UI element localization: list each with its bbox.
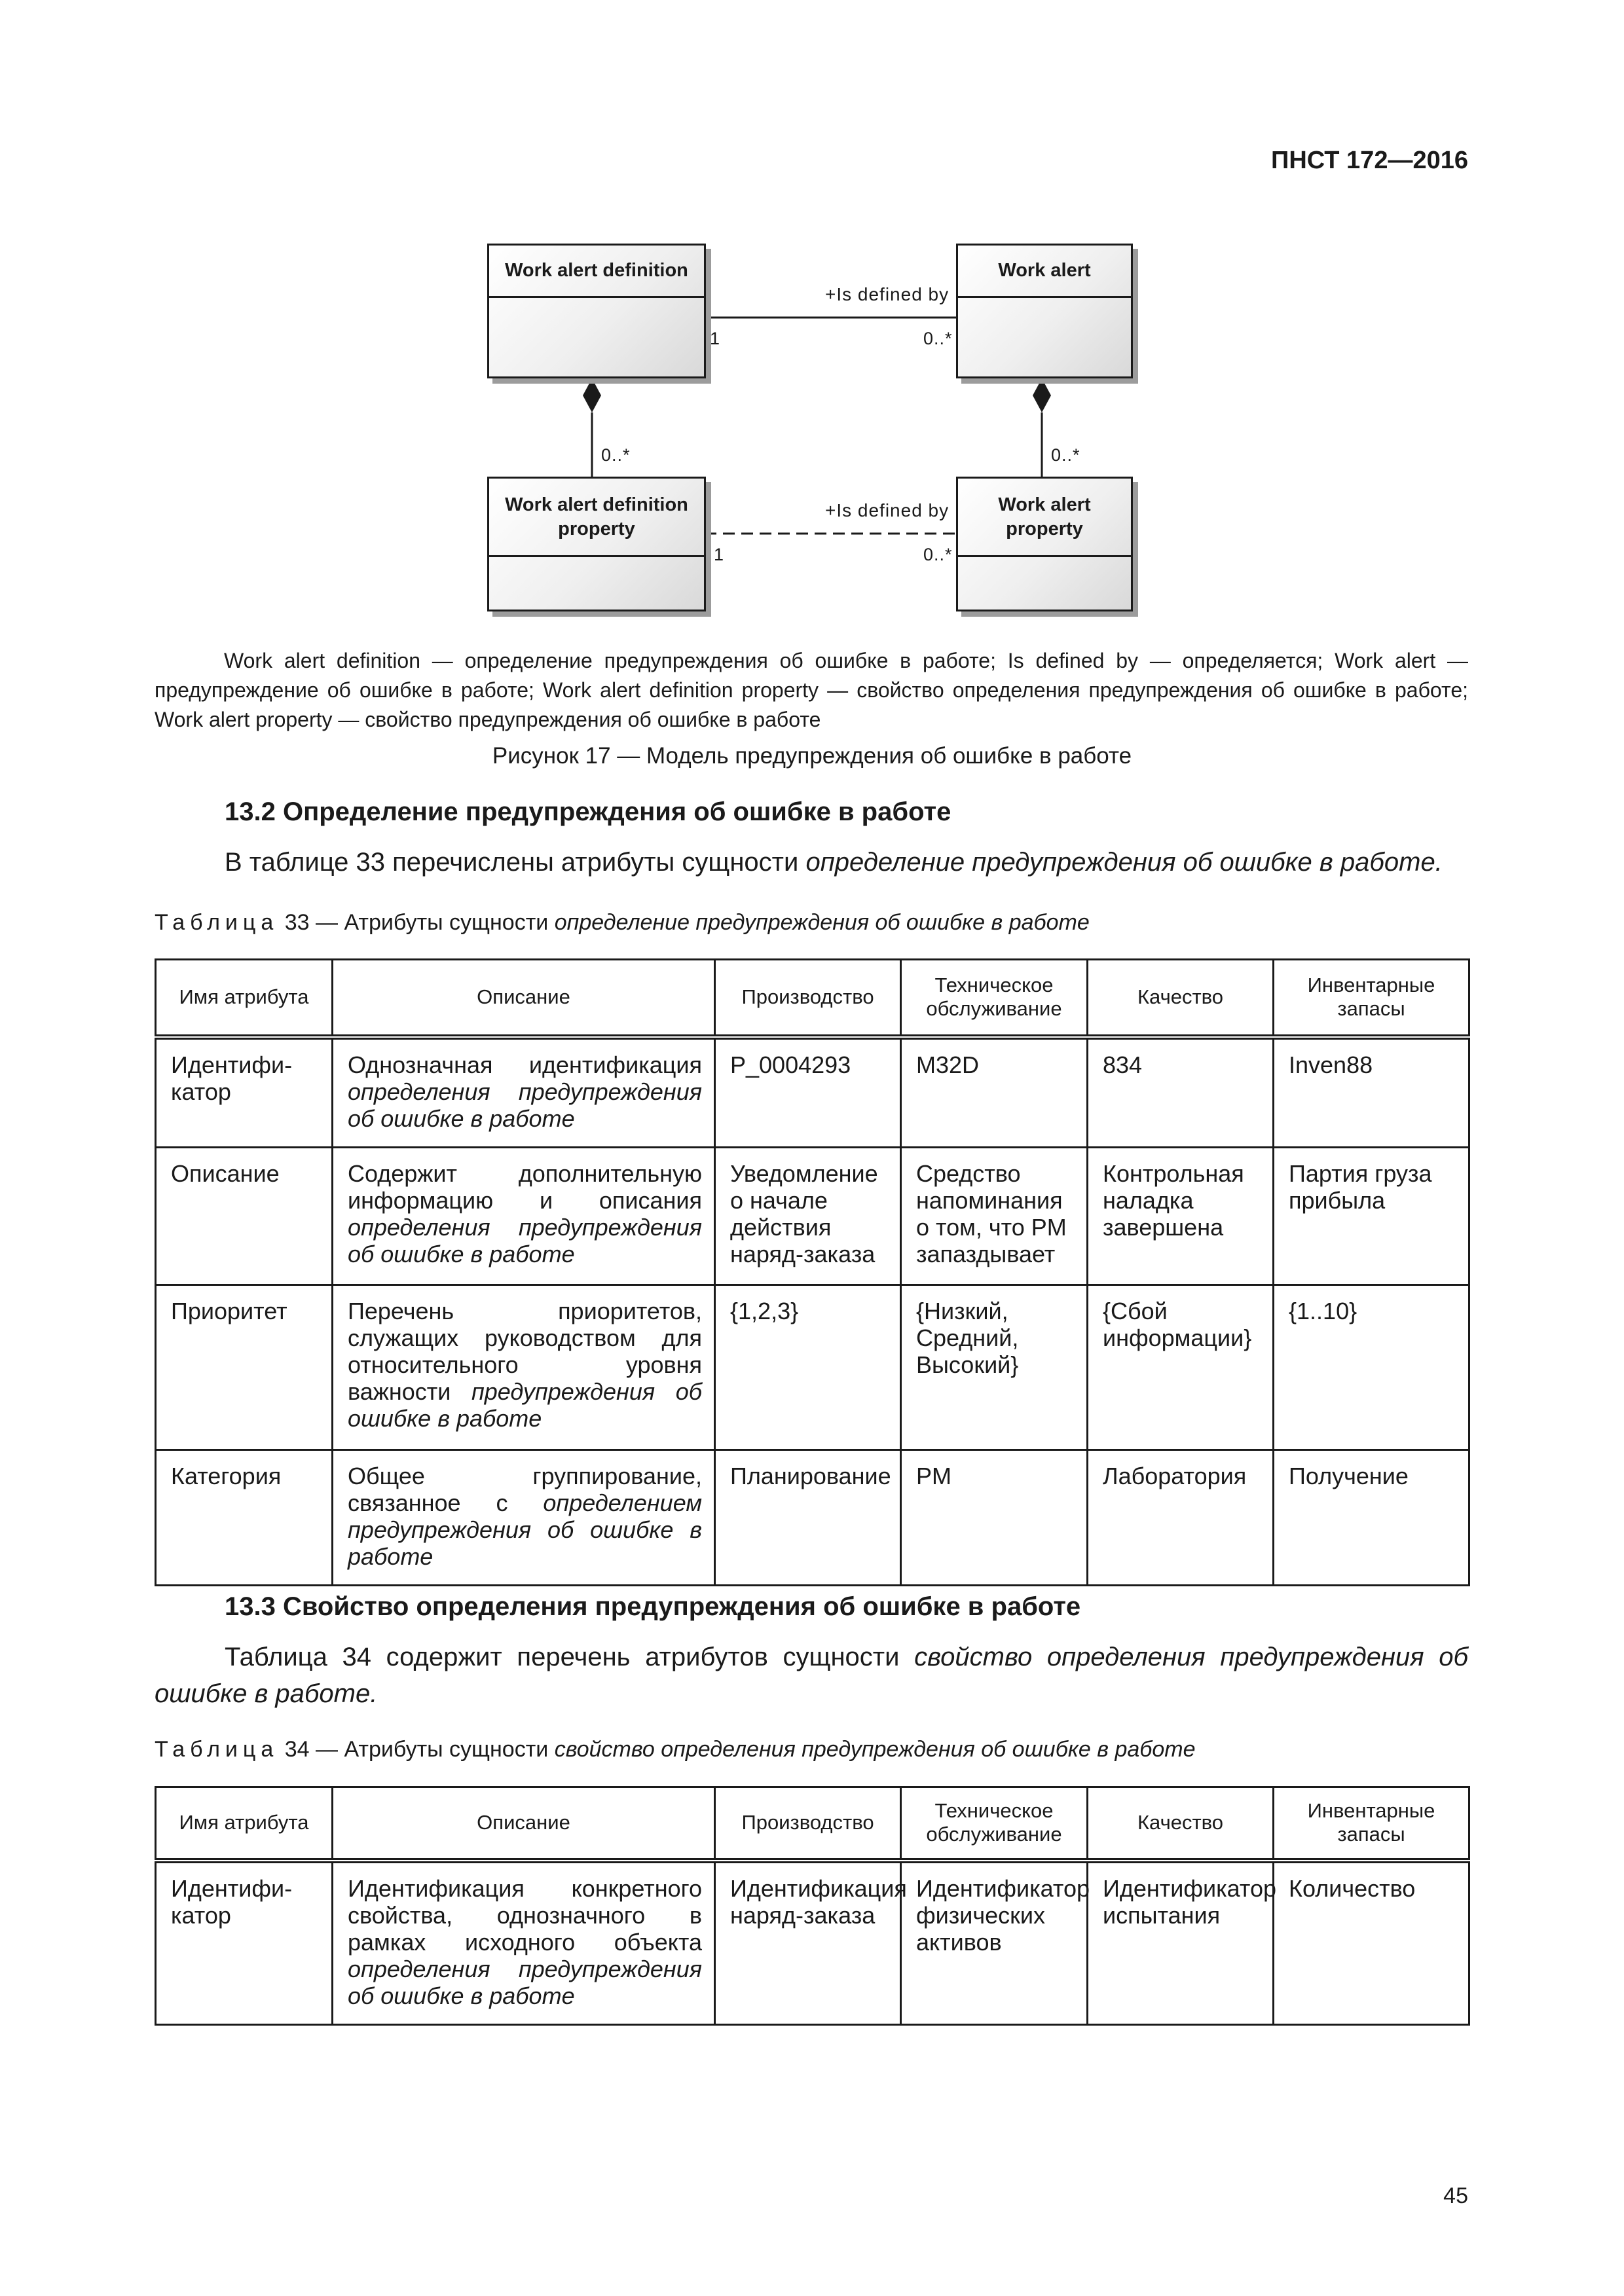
caption-label: Таблица <box>155 1737 279 1762</box>
desc-entity: определения предупреждения об ошибке в работе <box>348 1955 702 2009</box>
table-row <box>156 1449 1469 1585</box>
table-34 <box>155 1786 1470 2026</box>
header-production: Производство <box>715 1787 901 1861</box>
cell-inventory: Inven88 <box>1274 1037 1469 1148</box>
multiplicity-comp-left: 0..* <box>601 445 631 465</box>
cell-description <box>333 1037 715 1148</box>
table-row <box>156 1861 1469 2025</box>
class-name-line-2: property <box>1006 518 1083 539</box>
cell-maintenance: Средство напоминания о том, что PM запаздывает <box>901 1147 1088 1285</box>
section-13-3-intro <box>155 1639 1468 1712</box>
cell-production: Идентификация наряд-заказа <box>715 1861 901 2025</box>
cell-maintenance: {Низкий, Средний, Высокий} <box>901 1285 1088 1449</box>
desc-text: Идентификация конкретного свойства, однозначного в рамках исходного объекта <box>348 1874 702 1956</box>
section-heading-13-3: 13.3 Свойство определения предупреждения об ошибке в работе <box>225 1592 1081 1621</box>
header-quality: Качество <box>1088 960 1274 1037</box>
composition-diamond-right <box>1033 378 1051 412</box>
cell-production: {1,2,3} <box>715 1285 901 1449</box>
table-row <box>156 1285 1469 1449</box>
table-header-row <box>156 960 1469 1037</box>
cell-production: P_0004293 <box>715 1037 901 1148</box>
desc-text: Перечень приоритетов, служащих руководством для относительного уровня важности <box>348 1297 702 1405</box>
desc-text: Содержит дополнительную информацию и описания <box>348 1159 702 1214</box>
cell-inventory: Количество <box>1274 1861 1469 2025</box>
caption-entity: определение предупреждения об ошибке в работе <box>554 910 1090 935</box>
intro-entity: определение предупреждения об ошибке в работе. <box>805 848 1443 877</box>
caption-text: 34 — Атрибуты сущности <box>278 1737 555 1762</box>
intro-entity: свойство определения предупреждения об ошибке в работе. <box>155 1643 1469 1708</box>
multiplicity-top-left: 1 <box>710 329 721 348</box>
intro-text: Таблица 34 содержит перечень атрибутов сущности <box>225 1643 915 1671</box>
desc-text: Общее группирование, связанное с <box>348 1462 702 1516</box>
class-name <box>489 479 704 557</box>
cell-description <box>333 1861 715 2025</box>
cell-quality: Лаборатория <box>1088 1449 1274 1585</box>
class-work-alert <box>956 244 1133 378</box>
cell-name: Идентифи-катор <box>156 1037 333 1148</box>
cell-description <box>333 1147 715 1285</box>
cell-quality: Идентификатор испытания <box>1088 1861 1274 2025</box>
desc-entity: определения предупреждения об ошибке в работе <box>348 1078 702 1132</box>
class-name: Work alert definition <box>489 246 704 298</box>
class-work-alert-definition <box>487 244 706 378</box>
caption-entity: свойство определения предупреждения об ошибке в работе <box>554 1737 1196 1762</box>
header-inventory: Инвентарные запасы <box>1274 960 1469 1037</box>
desc-text: Однозначная идентификация <box>348 1051 702 1078</box>
header-inventory: Инвентарные запасы <box>1274 1787 1469 1861</box>
header-quality: Качество <box>1088 1787 1274 1861</box>
multiplicity-comp-right: 0..* <box>1051 445 1080 465</box>
page-number: 45 <box>1443 2183 1468 2208</box>
cell-production: Уведомление о начале действия наряд-заказа <box>715 1147 901 1285</box>
class-name-line-1: Work alert <box>998 494 1091 515</box>
cell-name: Описание <box>156 1147 333 1285</box>
cell-quality: 834 <box>1088 1037 1274 1148</box>
table-33-caption <box>155 910 1090 936</box>
table-33 <box>155 958 1470 1586</box>
figure-caption: Рисунок 17 — Модель предупреждения об ошибке в работе <box>492 743 1132 769</box>
class-name: Work alert <box>958 246 1131 298</box>
association-label-top: +Is defined by <box>825 284 950 304</box>
cell-description <box>333 1449 715 1585</box>
cell-quality: {Сбой информации} <box>1088 1285 1274 1449</box>
cell-production: Планирование <box>715 1449 901 1585</box>
caption-text: 33 — Атрибуты сущности <box>278 910 555 935</box>
class-work-alert-property <box>956 477 1133 611</box>
multiplicity-top-right: 0..* <box>923 329 953 348</box>
composition-diamond-left <box>583 378 601 412</box>
document-code: ПНСТ 172—2016 <box>1271 147 1468 174</box>
cell-inventory: {1..10} <box>1274 1285 1469 1449</box>
cell-quality: Контрольная наладка завершена <box>1088 1147 1274 1285</box>
intro-text: В таблице 33 перечислены атрибуты сущности <box>225 848 806 877</box>
section-heading-13-2: 13.2 Определение предупреждения об ошибке в работе <box>225 797 951 826</box>
header-maintenance: Техническое обслуживание <box>901 1787 1088 1861</box>
header-attribute-name: Имя атрибута <box>156 960 333 1037</box>
association-label-bottom: +Is defined by <box>825 500 950 520</box>
cell-inventory: Партия груза прибыла <box>1274 1147 1469 1285</box>
table-34-caption <box>155 1737 1196 1762</box>
cell-maintenance: Идентификатор физических активов <box>901 1861 1088 2025</box>
class-name-line-2: property <box>558 518 635 539</box>
desc-entity: определением предупреждения об ошибке в работе <box>348 1489 702 1570</box>
uml-diagram <box>458 229 1205 622</box>
desc-entity: определения предупреждения об ошибке в работе <box>348 1213 702 1267</box>
multiplicity-bottom-left: 1 <box>714 545 725 564</box>
header-production: Производство <box>715 960 901 1037</box>
cell-description <box>333 1285 715 1449</box>
table-row <box>156 1147 1469 1285</box>
header-description: Описание <box>333 960 715 1037</box>
caption-label: Таблица <box>155 910 279 935</box>
desc-entity: предупреждения об ошибке в работе <box>348 1377 702 1432</box>
figure-legend: Work alert definition — определение предупреждения об ошибке в работе; Is defined by — определяется; Work alert — предупреждение об ошибке в работе; Work alert definition property — свойство определения предупреждения об ошибке в работе; Work alert property — свойство предупреждения об ошибке в работе <box>155 649 1468 731</box>
class-name-line-1: Work alert definition <box>505 494 688 515</box>
cell-maintenance: M32D <box>901 1037 1088 1148</box>
header-description: Описание <box>333 1787 715 1861</box>
cell-inventory: Получение <box>1274 1449 1469 1585</box>
multiplicity-bottom-right: 0..* <box>923 545 953 564</box>
header-maintenance: Техническое обслуживание <box>901 960 1088 1037</box>
table-header-row <box>156 1787 1469 1861</box>
header-attribute-name: Имя атрибута <box>156 1787 333 1861</box>
cell-name: Идентифи-катор <box>156 1861 333 2025</box>
table-row <box>156 1037 1469 1148</box>
class-name <box>958 479 1131 557</box>
cell-name: Категория <box>156 1449 333 1585</box>
cell-name: Приоритет <box>156 1285 333 1449</box>
class-work-alert-definition-property <box>487 477 706 611</box>
section-13-2-intro <box>155 844 1468 881</box>
cell-maintenance: PM <box>901 1449 1088 1585</box>
